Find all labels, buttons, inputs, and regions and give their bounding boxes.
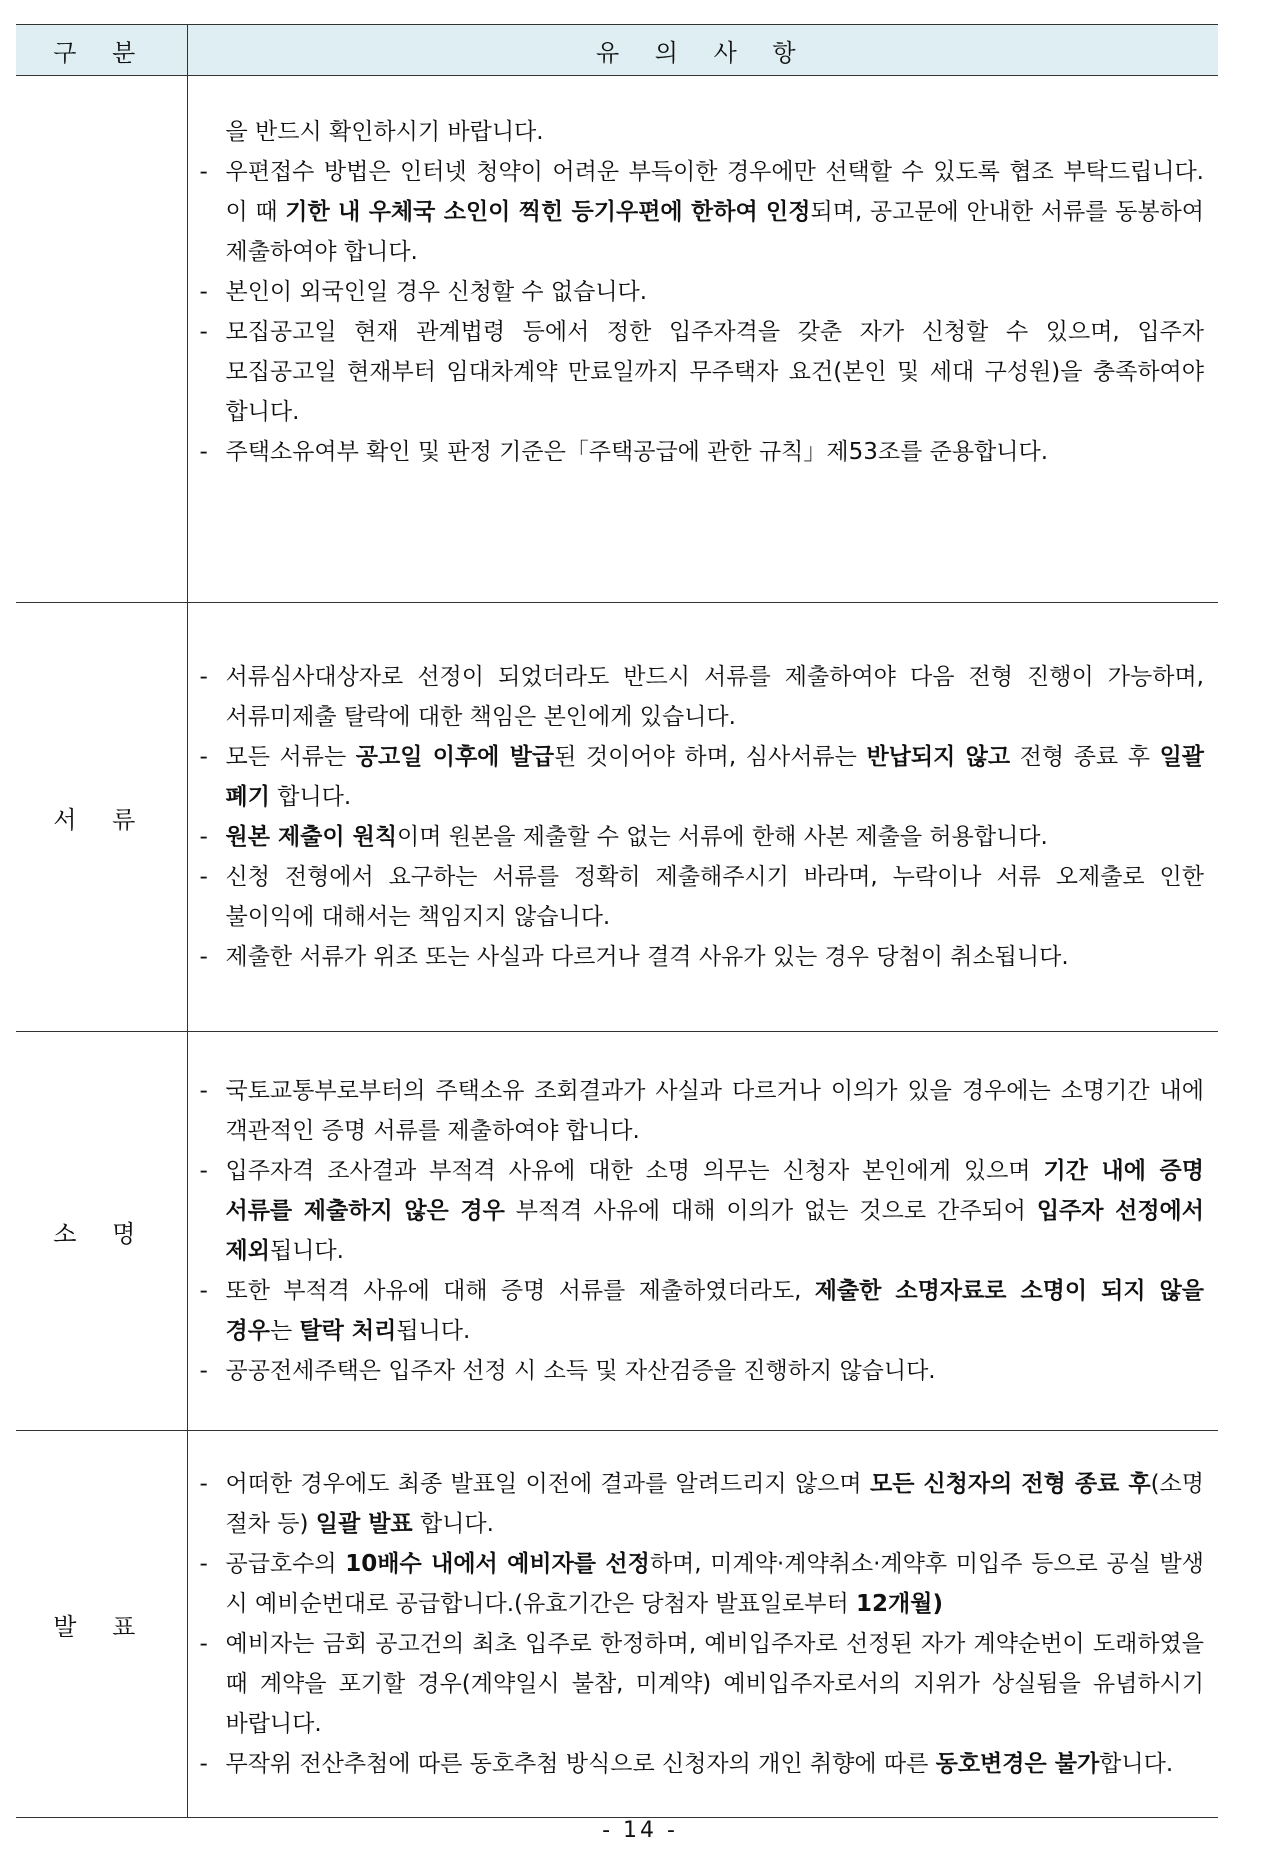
emphasis-text: 일괄 발표: [315, 1511, 413, 1537]
note-text: 하며, 미계약·계약취소·계약후 미입주 등으로 공실 발생 시 예비순번대로 공급합니다.(유효기간은 당첨자 발표일로부터: [225, 1551, 1204, 1617]
category-cell: 발 표: [16, 1431, 187, 1818]
emphasis-text: 반납되지 않고: [866, 744, 1011, 770]
category-cell: 소 명: [16, 1032, 187, 1431]
bullet-dash: -: [199, 439, 208, 465]
note-text: 어떠한 경우에도 최종 발표일 이전에 결과를 알려드리지 않으며: [225, 1471, 870, 1497]
bullet-dash: -: [199, 1158, 208, 1184]
bullet-dash: -: [199, 824, 208, 850]
header-notes: 유 의 사 항: [187, 25, 1218, 76]
note-text: 이며 원본을 제출할 수 없는 서류에 한해 사본 제출을 허용합니다.: [397, 824, 1048, 850]
emphasis-text: 원본 제출이 원칙: [225, 824, 398, 850]
note-item: [200, 1544, 1205, 1624]
bullet-dash: -: [199, 744, 208, 770]
note-list: [200, 1071, 1205, 1391]
note-item: [200, 1744, 1205, 1784]
bullet-dash: -: [199, 159, 208, 185]
note-text: 무작위 전산추첨에 따른 동호추첨 방식으로 신청자의 개인 취향에 따른: [225, 1751, 936, 1777]
note-text: 우편접수 방법은 인터넷 청약이 어려운 부득이한 경우에만 선택할 수 있도록 협조 부탁드립니다. 이 때: [225, 159, 1204, 225]
emphasis-text: 12개월): [856, 1591, 943, 1617]
note-text: 합니다.: [269, 784, 352, 810]
note-item: [200, 817, 1205, 857]
notes-cell: [187, 76, 1218, 603]
bullet-dash: -: [199, 1078, 208, 1104]
note-item: [200, 432, 1205, 472]
page-number: - 14 -: [602, 1818, 678, 1843]
continued-text: 을 반드시 확인하시기 바랍니다.: [225, 119, 544, 145]
note-text: 합니다.: [1099, 1751, 1174, 1777]
bullet-dash: -: [199, 1551, 208, 1577]
bullet-dash: -: [199, 1358, 208, 1384]
note-text: 전형 종료 후: [1010, 744, 1160, 770]
header-category: 구 분: [16, 25, 187, 76]
note-item: [200, 1351, 1205, 1391]
note-text: 모집공고일 현재 관계법령 등에서 정한 입주자격을 갖춘 자가 신청할 수 있으며, 입주자 모집공고일 현재부터 임대차계약 만료일까지 무주택자 요건(본인 및 세대 구성원)을 충족하여야 합니다.: [225, 319, 1204, 425]
emphasis-text: 모든 신청자의 전형 종료 후: [869, 1471, 1151, 1497]
bullet-dash: -: [199, 944, 208, 970]
note-text: 되며, 공고문에 안내한 서류를 동봉하여 제출하여야 합니다.: [225, 199, 1204, 265]
note-text: 공공전세주택은 입주자 선정 시 소득 및 자산검증을 진행하지 않습니다.: [225, 1358, 936, 1384]
notes-cell: [187, 603, 1218, 1032]
bullet-dash: -: [199, 1471, 208, 1497]
category-cell: 서 류: [16, 603, 187, 1032]
table-row: [16, 76, 1218, 603]
note-list: [200, 657, 1205, 977]
note-item: [200, 1464, 1205, 1544]
note-text: 국토교통부로부터의 주택소유 조회결과가 사실과 다르거나 이의가 있을 경우에는 소명기간 내에 객관적인 증명 서류를 제출하여야 합니다.: [225, 1078, 1204, 1144]
table-row: [16, 603, 1218, 1032]
note-text: 합니다.: [412, 1511, 494, 1537]
emphasis-text: 동호변경은 불가: [935, 1751, 1100, 1777]
emphasis-text: 기한 내 우체국 소인이 찍힌 등기우편에 한하여 인정: [285, 199, 811, 225]
emphasis-text: 탈락 처리: [299, 1318, 397, 1344]
note-text: 제출한 서류가 위조 또는 사실과 다르거나 결격 사유가 있는 경우 당첨이 취소됩니다.: [225, 944, 1069, 970]
note-item: [200, 937, 1205, 977]
notes-cell: [187, 1032, 1218, 1431]
bullet-dash: -: [199, 1751, 208, 1777]
note-text: 된 것이어야 하며, 심사서류는: [554, 744, 867, 770]
note-text: 본인이 외국인일 경우 신청할 수 없습니다.: [225, 279, 648, 305]
table-row: [16, 1431, 1218, 1818]
notes-cell: [187, 1431, 1218, 1818]
emphasis-text: 일괄 폐기: [225, 744, 1204, 810]
note-item: [200, 857, 1205, 937]
bullet-dash: -: [199, 664, 208, 690]
category-cell: [16, 76, 187, 603]
note-text: 됩니다.: [269, 1238, 344, 1264]
note-text: 주택소유여부 확인 및 판정 기준은「주택공급에 관한 규칙」제53조를 준용합니다.: [225, 439, 1049, 465]
note-item: [200, 737, 1205, 817]
note-text: 또한 부적격 사유에 대해 증명 서류를 제출하였더라도,: [225, 1278, 815, 1304]
emphasis-text: 공고일 이후에 발급: [355, 744, 555, 770]
bullet-dash: -: [199, 279, 208, 305]
bullet-dash: -: [199, 319, 208, 345]
table-header-row: [16, 25, 1218, 76]
note-text: 모든 서류는: [225, 744, 356, 770]
emphasis-text: 입주자 선정에서 제외: [225, 1198, 1204, 1264]
note-text: 서류심사대상자로 선정이 되었더라도 반드시 서류를 제출하여야 다음 전형 진행이 가능하며, 서류미제출 탈락에 대한 책임은 본인에게 있습니다.: [225, 664, 1204, 730]
note-list: [200, 152, 1205, 472]
note-item: [200, 1624, 1205, 1744]
notice-table: [16, 24, 1218, 1818]
note-text: 됩니다.: [396, 1318, 471, 1344]
note-item: [200, 272, 1205, 312]
emphasis-text: 기간 내에 증명 서류를 제출하지 않은 경우: [225, 1158, 1204, 1224]
note-item: [200, 1151, 1205, 1271]
note-item: [200, 152, 1205, 272]
note-text: (소명 절차 등): [225, 1471, 1204, 1537]
note-item: [200, 1071, 1205, 1151]
note-list: [200, 1464, 1205, 1784]
note-text: 부적격 사유에 대해 이의가 없는 것으로 간주되어: [504, 1198, 1037, 1224]
note-text: 신청 전형에서 요구하는 서류를 정확히 제출해주시기 바라며, 누락이나 서류 오제출로 인한 불이익에 대해서는 책임지지 않습니다.: [225, 864, 1204, 930]
note-text: 공급호수의: [225, 1551, 346, 1577]
note-item: [200, 657, 1205, 737]
bullet-dash: -: [199, 1631, 208, 1657]
note-item: [200, 1271, 1205, 1351]
note-text: 입주자격 조사결과 부적격 사유에 대한 소명 의무는 신청자 본인에게 있으며: [225, 1158, 1044, 1184]
note-text: 예비자는 금회 공고건의 최초 입주로 한정하며, 예비입주자로 선정된 자가 계약순번이 도래하였을 때 계약을 포기할 경우(계약일시 불참, 미계약) 예비입주자로서의 지위가 상실됨을 유념하시기 바랍니다.: [225, 1631, 1204, 1737]
table-row: [16, 1032, 1218, 1431]
emphasis-text: 10배수 내에서 예비자를 선정: [345, 1551, 650, 1577]
bullet-dash: -: [199, 864, 208, 890]
note-item: [200, 312, 1205, 432]
note-text: 는: [269, 1318, 300, 1344]
bullet-dash: -: [199, 1278, 208, 1304]
emphasis-text: 제출한 소명자료로 소명이 되지 않을 경우: [225, 1278, 1204, 1344]
